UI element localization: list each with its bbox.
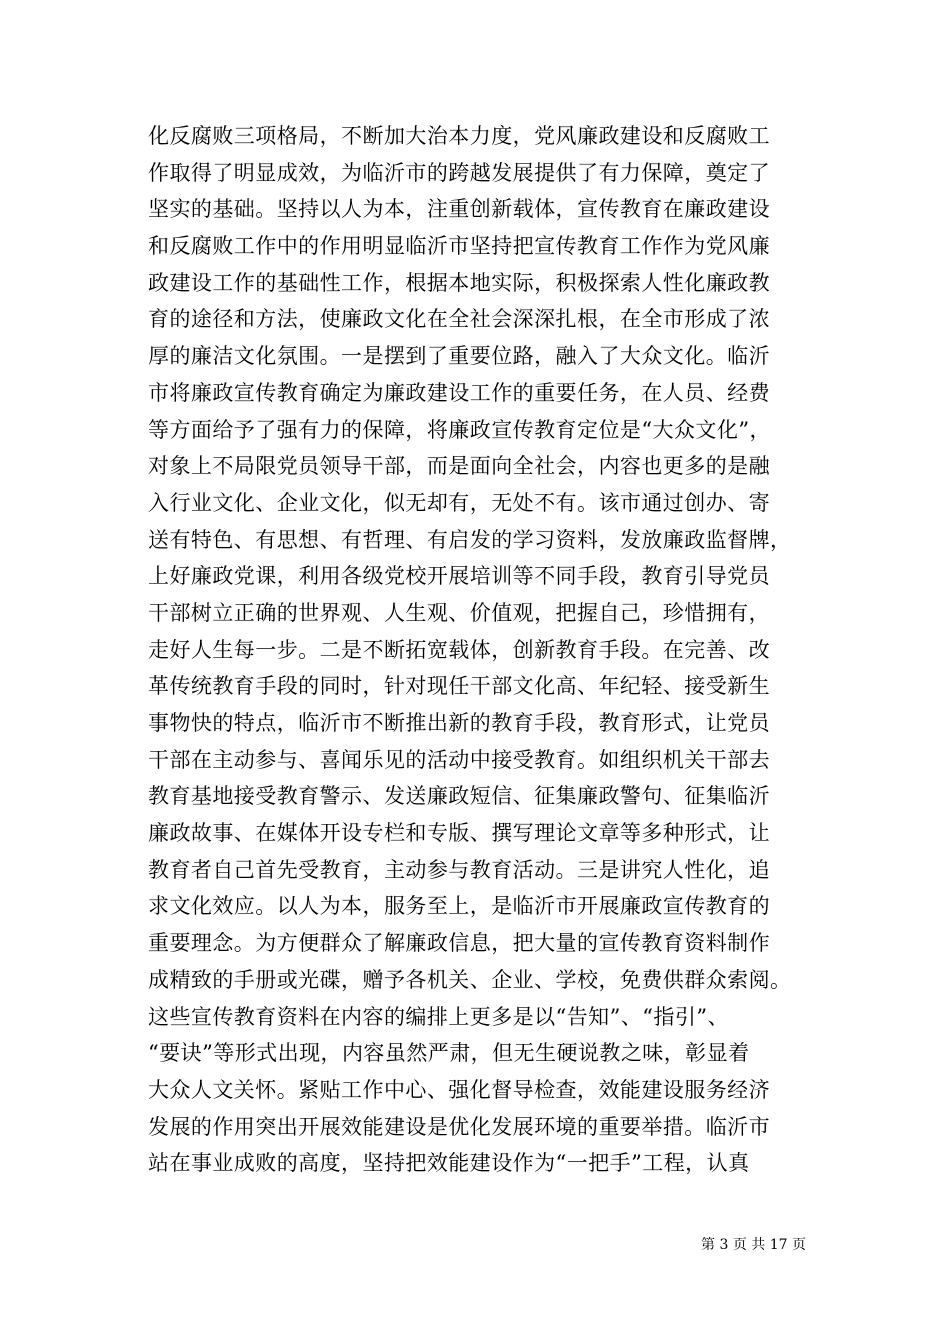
text-line: 等方面给予了强有力的保障，将廉政宣传教育定位是“大众文化”，	[148, 417, 771, 442]
text-line: 发展的作用突出开展效能建设是优化发展环境的重要举措。临沂市	[148, 1114, 771, 1139]
text-line: “要诀”等形式出现，内容虽然严肃，但无生硬说教之味，彰显着	[148, 1041, 750, 1066]
text-line: 大众人文关怀。紧贴工作中心、强化督导检查，效能建设服务经济	[148, 1077, 771, 1102]
text-line: 成精致的手册或光碟，赠予各机关、企业、学校，免费供群众索阅。	[148, 967, 792, 992]
text-line: 化反腐败三项格局，不断加大治本力度，党风廉政建设和反腐败工	[148, 124, 771, 148]
text-line: 这些宣传教育资料在内容的编排上更多是以“告知”、“指引”、	[148, 1004, 729, 1029]
body-text	[148, 118, 808, 1182]
text-line: 重要理念。为方便群众了解廉政信息，把大量的宣传教育资料制作	[148, 931, 771, 956]
text-line: 上好廉政党课，利用各级党校开展培训等不同手段，教育引导党员	[148, 564, 771, 589]
text-line: 事物快的特点，临沂市不断推出新的教育手段，教育形式，让党员	[148, 711, 771, 735]
text-line: 廉政故事、在媒体开设专栏和专版、撰写理论文章等多种形式，让	[148, 821, 771, 846]
text-line: 站在事业成败的高度，坚持把效能建设作为“一把手”工程，认真	[148, 1151, 750, 1176]
text-line: 对象上不局限党员领导干部，而是面向全社会，内容也更多的是融	[148, 454, 771, 479]
text-line: 入行业文化、企业文化，似无却有，无处不有。该市通过创办、寄	[148, 490, 771, 515]
text-line: 坚实的基础。坚持以人为本，注重创新载体，宣传教育在廉政建设	[148, 197, 771, 222]
text-line: 教育基地接受教育警示、发送廉政短信、征集廉政警句、征集临沂	[148, 784, 771, 809]
text-line: 教育者自己首先受教育，主动参与教育活动。三是讲究人性化，追	[148, 857, 771, 882]
text-line: 求文化效应。以人为本，服务至上，是临沂市开展廉政宣传教育的	[148, 894, 771, 919]
text-line: 和反腐败工作中的作用明显临沂市坚持把宣传教育工作作为党风廉	[148, 234, 771, 259]
text-line: 送有特色、有思想、有哲理、有启发的学习资料，发放廉政监督牌，	[148, 527, 792, 552]
text-line: 厚的廉洁文化氛围。一是摆到了重要位路，融入了大众文化。临沂	[148, 344, 771, 369]
text-line: 作取得了明显成效，为临沂市的跨越发展提供了有力保障，奠定了	[148, 160, 771, 185]
text-line: 革传统教育手段的同时，针对现任干部文化高、年纪轻、接受新生	[148, 674, 771, 699]
text-line: 走好人生每一步。二是不断拓宽载体，创新教育手段。在完善、改	[148, 637, 771, 662]
text-line: 育的途径和方法，使廉政文化在全社会深深扎根，在全市形成了浓	[148, 307, 771, 332]
page-number-footer: 第 3 页 共 17 页	[701, 1237, 806, 1253]
text-line: 政建设工作的基础性工作，根据本地实际，积极探索人性化廉政教	[148, 270, 771, 295]
text-line: 干部树立正确的世界观、人生观、价值观，把握自己，珍惜拥有，	[148, 600, 771, 625]
text-line: 干部在主动参与、喜闻乐见的活动中接受教育。如组织机关干部去	[148, 747, 771, 772]
text-line: 市将廉政宣传教育确定为廉政建设工作的重要任务，在人员、经费	[148, 380, 771, 405]
